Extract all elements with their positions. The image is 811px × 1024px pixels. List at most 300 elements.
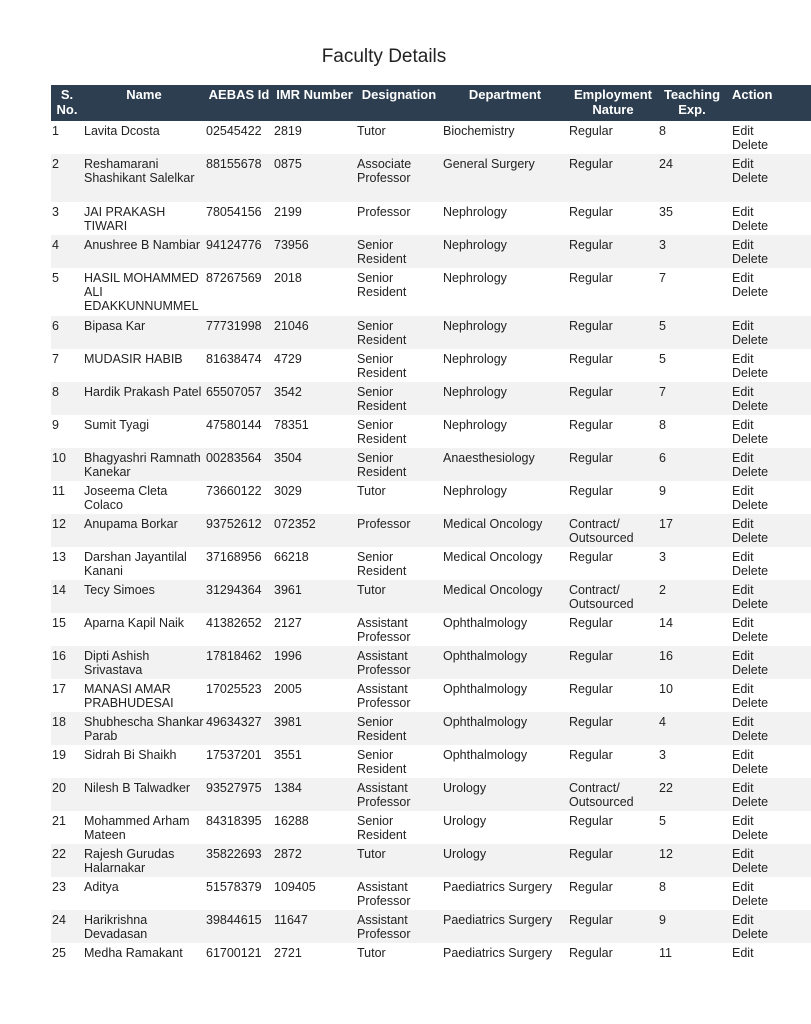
delete-link[interactable]: Delete [732, 252, 769, 266]
col-header-aebas-id: AEBAS Id [205, 85, 273, 121]
cell-employment-nature: Regular [569, 550, 613, 564]
cell-aebas-id: 49634327 [205, 712, 273, 745]
edit-link[interactable]: Edit [732, 319, 754, 333]
cell-designation: Senior Resident [357, 271, 407, 299]
cell-teaching-exp: 16 [658, 646, 726, 679]
cell-teaching-exp: 5 [659, 814, 666, 828]
cell-aebas-id: 17818462 [205, 646, 273, 679]
cell-designation: Assistant Professor [357, 682, 411, 710]
cell-aebas-id: 61700121 [206, 946, 262, 960]
cell-imr-number: 66218 [274, 550, 309, 564]
cell-name: Sidrah Bi Shaikh [84, 748, 177, 762]
edit-link[interactable]: Edit [732, 946, 754, 960]
cell-sno: 14 [51, 580, 83, 613]
table-row [51, 481, 811, 514]
cell-designation: Senior Resident [356, 235, 442, 268]
edit-link[interactable]: Edit [732, 847, 754, 861]
cell-imr-number: 2819 [274, 124, 302, 138]
edit-link[interactable]: Edit [732, 205, 754, 219]
cell-name: Bhagyashri Ramnath Kanekar [83, 448, 205, 481]
cell-aebas-id: 17537201 [206, 748, 262, 762]
cell-action [726, 877, 811, 910]
table-row [51, 943, 811, 976]
cell-name: Anushree B Nambiar [83, 235, 205, 268]
edit-link[interactable]: Edit [732, 649, 754, 663]
delete-link[interactable]: Delete [732, 597, 769, 611]
cell-name: Anupama Borkar [83, 514, 205, 547]
cell-sno: 10 [51, 448, 83, 481]
cell-employment-nature: Regular [568, 910, 658, 943]
delete-link[interactable]: Delete [732, 663, 769, 677]
cell-department: Nephrology [443, 205, 507, 219]
cell-imr-number: 1384 [273, 778, 356, 811]
cell-teaching-exp: 14 [659, 616, 673, 630]
cell-employment-nature: Contract/ Outsourced [568, 778, 658, 811]
delete-link[interactable]: Delete [732, 630, 769, 644]
cell-action [726, 235, 811, 268]
cell-action [726, 481, 811, 514]
edit-link[interactable]: Edit [732, 814, 754, 828]
cell-designation: Assistant Professor [356, 910, 442, 943]
table-row [51, 547, 811, 580]
cell-teaching-exp: 17 [658, 514, 726, 547]
table-row [51, 844, 811, 877]
cell-action [726, 154, 811, 202]
table-row [51, 877, 811, 910]
cell-sno: 17 [52, 682, 66, 696]
cell-designation: Senior Resident [357, 418, 407, 446]
cell-employment-nature: Regular [569, 124, 613, 138]
table-row [51, 316, 811, 349]
cell-department: Paediatrics Surgery [442, 910, 568, 943]
cell-aebas-id: 37168956 [206, 550, 262, 564]
cell-designation: Assistant Professor [356, 778, 442, 811]
delete-link[interactable]: Delete [732, 465, 769, 479]
cell-name: Hardik Prakash Patel [83, 382, 205, 415]
table-row [51, 235, 811, 268]
edit-link[interactable]: Edit [732, 616, 754, 630]
cell-sno: 13 [52, 550, 66, 564]
cell-aebas-id: 39844615 [205, 910, 273, 943]
cell-employment-nature: Regular [569, 814, 613, 828]
delete-link[interactable]: Delete [732, 861, 769, 875]
delete-link[interactable]: Delete [732, 171, 769, 185]
cell-imr-number: 11647 [273, 910, 356, 943]
cell-teaching-exp: 7 [658, 382, 726, 415]
edit-link[interactable]: Edit [732, 880, 754, 894]
delete-link[interactable]: Delete [732, 366, 769, 380]
cell-imr-number: 0875 [273, 154, 356, 202]
cell-name: Nilesh B Talwadker [83, 778, 205, 811]
cell-department: Ophthalmology [443, 616, 528, 630]
cell-imr-number: 2005 [274, 682, 302, 696]
edit-link[interactable]: Edit [732, 748, 754, 762]
cell-imr-number: 109405 [274, 880, 316, 894]
cell-action [726, 679, 811, 712]
table-row [51, 121, 811, 154]
cell-sno: 5 [52, 271, 59, 285]
cell-teaching-exp: 8 [659, 418, 666, 432]
cell-employment-nature: Regular [568, 316, 658, 349]
delete-link[interactable]: Delete [732, 762, 769, 776]
cell-name: MUDASIR HABIB [84, 352, 183, 366]
cell-department: Nephrology [443, 418, 507, 432]
cell-department: Nephrology [442, 235, 568, 268]
cell-imr-number: 21046 [273, 316, 356, 349]
cell-aebas-id: 81638474 [206, 352, 262, 366]
cell-action [726, 268, 811, 316]
edit-link[interactable]: Edit [732, 157, 754, 171]
cell-imr-number: 3961 [273, 580, 356, 613]
cell-action [726, 448, 811, 481]
cell-imr-number: 2199 [274, 205, 302, 219]
cell-action [726, 712, 811, 745]
cell-department: Nephrology [442, 316, 568, 349]
delete-link[interactable]: Delete [732, 828, 769, 842]
delete-link[interactable]: Delete [732, 696, 769, 710]
delete-link[interactable]: Delete [732, 498, 769, 512]
table-row [51, 580, 811, 613]
cell-designation: Senior Resident [356, 712, 442, 745]
cell-teaching-exp: 10 [659, 682, 673, 696]
table-row [51, 415, 811, 448]
cell-action [726, 121, 811, 154]
cell-action [726, 349, 811, 382]
cell-teaching-exp: 3 [659, 550, 666, 564]
cell-teaching-exp: 9 [659, 484, 666, 498]
cell-designation: Tutor [356, 844, 442, 877]
cell-aebas-id: 87267569 [206, 271, 262, 285]
cell-designation: Tutor [356, 580, 442, 613]
cell-teaching-exp: 35 [659, 205, 673, 219]
edit-link[interactable]: Edit [732, 451, 754, 465]
cell-action [726, 943, 811, 976]
page-title: Faculty Details [321, 46, 447, 67]
cell-teaching-exp: 3 [658, 235, 726, 268]
col-header-department: Department [442, 85, 568, 121]
cell-employment-nature: Regular [569, 352, 613, 366]
edit-link[interactable]: Edit [732, 517, 754, 531]
cell-department: Urology [442, 844, 568, 877]
cell-sno: 24 [51, 910, 83, 943]
cell-imr-number: 16288 [274, 814, 309, 828]
delete-link[interactable]: Delete [732, 285, 769, 299]
cell-aebas-id: 41382652 [206, 616, 262, 630]
cell-name: Darshan Jayantilal Kanani [84, 550, 187, 578]
cell-employment-nature: Regular [569, 946, 613, 960]
cell-name: Harikrishna Devadasan [83, 910, 205, 943]
table-row [51, 349, 811, 382]
cell-imr-number: 1996 [273, 646, 356, 679]
cell-name: Lavita Dcosta [84, 124, 160, 138]
table-row [51, 202, 811, 235]
cell-action [726, 415, 811, 448]
cell-aebas-id: 02545422 [206, 124, 262, 138]
cell-teaching-exp: 4 [658, 712, 726, 745]
cell-teaching-exp: 7 [659, 271, 666, 285]
cell-sno: 23 [52, 880, 66, 894]
cell-aebas-id: 51578379 [206, 880, 262, 894]
cell-sno: 8 [51, 382, 83, 415]
cell-designation: Senior Resident [357, 550, 407, 578]
cell-imr-number: 3504 [273, 448, 356, 481]
cell-aebas-id: 78054156 [206, 205, 262, 219]
cell-action [726, 382, 811, 415]
table-row [51, 613, 811, 646]
cell-department: Nephrology [443, 271, 507, 285]
cell-action [726, 202, 811, 235]
cell-teaching-exp: 6 [658, 448, 726, 481]
cell-designation: Assistant Professor [357, 880, 411, 908]
cell-teaching-exp: 9 [658, 910, 726, 943]
cell-designation: Tutor [357, 124, 386, 138]
cell-designation: Senior Resident [356, 448, 442, 481]
cell-designation: Professor [357, 205, 411, 219]
cell-name: Mohammed Arham Mateen [84, 814, 190, 842]
table-body [51, 121, 811, 976]
cell-designation: Senior Resident [357, 352, 407, 380]
cell-teaching-exp: 24 [658, 154, 726, 202]
cell-department: Urology [442, 778, 568, 811]
edit-link[interactable]: Edit [732, 781, 754, 795]
cell-teaching-exp: 8 [659, 124, 666, 138]
cell-imr-number: 4729 [274, 352, 302, 366]
edit-link[interactable]: Edit [732, 124, 754, 138]
cell-action [726, 316, 811, 349]
edit-link[interactable]: Edit [732, 352, 754, 366]
col-header-teaching-exp: Teaching Exp. [658, 85, 726, 121]
cell-employment-nature: Contract/ Outsourced [568, 514, 658, 547]
cell-department: Paediatrics Surgery [443, 946, 553, 960]
cell-sno: 6 [51, 316, 83, 349]
delete-link[interactable]: Delete [732, 432, 769, 446]
cell-name: Reshamarani Shashikant Salelkar [83, 154, 205, 202]
table-row [51, 268, 811, 316]
cell-designation: Senior Resident [357, 814, 407, 842]
cell-sno: 7 [52, 352, 59, 366]
col-header-sno: S. No. [51, 85, 83, 121]
delete-link[interactable]: Delete [732, 927, 769, 941]
cell-aebas-id: 00283564 [205, 448, 273, 481]
edit-link[interactable]: Edit [732, 238, 754, 252]
cell-aebas-id: 31294364 [205, 580, 273, 613]
cell-designation: Tutor [357, 484, 386, 498]
cell-aebas-id: 47580144 [206, 418, 262, 432]
cell-name: Sumit Tyagi [84, 418, 150, 432]
cell-teaching-exp: 3 [659, 748, 666, 762]
cell-action [726, 613, 811, 646]
edit-link[interactable]: Edit [732, 550, 754, 564]
cell-employment-nature: Regular [568, 154, 658, 202]
cell-aebas-id: 93752612 [205, 514, 273, 547]
cell-aebas-id: 17025523 [206, 682, 262, 696]
cell-employment-nature: Regular [569, 682, 613, 696]
cell-sno: 1 [52, 124, 59, 138]
cell-employment-nature: Regular [568, 646, 658, 679]
cell-action [726, 580, 811, 613]
table-row [51, 778, 811, 811]
cell-imr-number: 2127 [274, 616, 302, 630]
cell-department: Nephrology [443, 352, 507, 366]
cell-imr-number: 3551 [274, 748, 302, 762]
cell-employment-nature: Regular [569, 418, 613, 432]
cell-designation: Senior Resident [356, 316, 442, 349]
edit-link[interactable]: Edit [732, 271, 754, 285]
table-row [51, 448, 811, 481]
cell-action [726, 745, 811, 778]
cell-name: Joseema Cleta Colaco [84, 484, 168, 512]
cell-employment-nature: Regular [569, 616, 613, 630]
cell-employment-nature: Regular [568, 235, 658, 268]
edit-link[interactable]: Edit [732, 418, 754, 432]
table-row [51, 154, 811, 202]
cell-employment-nature: Contract/ Outsourced [568, 580, 658, 613]
cell-department: Ophthalmology [442, 712, 568, 745]
cell-imr-number: 072352 [273, 514, 356, 547]
cell-aebas-id: 65507057 [205, 382, 273, 415]
cell-aebas-id: 73660122 [206, 484, 262, 498]
delete-link[interactable]: Delete [732, 795, 769, 809]
col-header-designation: Designation [356, 85, 442, 121]
cell-aebas-id: 94124776 [205, 235, 273, 268]
cell-imr-number: 3029 [274, 484, 302, 498]
delete-link[interactable]: Delete [732, 219, 769, 233]
delete-link[interactable]: Delete [732, 138, 769, 152]
cell-department: General Surgery [442, 154, 568, 202]
cell-employment-nature: Regular [568, 448, 658, 481]
delete-link[interactable]: Delete [732, 564, 769, 578]
edit-link[interactable]: Edit [732, 715, 754, 729]
cell-action [726, 547, 811, 580]
table-row [51, 646, 811, 679]
cell-imr-number: 73956 [273, 235, 356, 268]
cell-designation: Senior Resident [357, 748, 407, 776]
cell-department: Ophthalmology [442, 646, 568, 679]
cell-employment-nature: Regular [569, 271, 613, 285]
cell-name: Aparna Kapil Naik [84, 616, 185, 630]
cell-aebas-id: 88155678 [205, 154, 273, 202]
edit-link[interactable]: Edit [732, 913, 754, 927]
table-row [51, 712, 811, 745]
faculty-table-container [51, 85, 773, 976]
cell-department: Paediatrics Surgery [443, 880, 553, 894]
cell-aebas-id: 35822693 [205, 844, 273, 877]
cell-aebas-id: 77731998 [205, 316, 273, 349]
table-row [51, 514, 811, 547]
delete-link[interactable]: Delete [732, 333, 769, 347]
cell-name: JAI PRAKASH TIWARI [84, 205, 166, 233]
cell-name: HASIL MOHAMMED ALI EDAKKUNNUMMEL [84, 271, 199, 313]
cell-aebas-id: 84318395 [206, 814, 262, 828]
cell-teaching-exp: 11 [659, 946, 672, 960]
table-header-row [51, 85, 811, 121]
cell-sno: 11 [52, 484, 65, 498]
cell-sno: 16 [51, 646, 83, 679]
col-header-name: Name [83, 85, 205, 121]
cell-name: MANASI AMAR PRABHUDESAI [84, 682, 174, 710]
cell-name: Tecy Simoes [83, 580, 205, 613]
edit-link[interactable]: Edit [732, 385, 754, 399]
cell-aebas-id: 93527975 [205, 778, 273, 811]
cell-employment-nature: Regular [568, 712, 658, 745]
col-header-employment-nature: Employment Nature [568, 85, 658, 121]
cell-action [726, 778, 811, 811]
cell-imr-number: 3981 [273, 712, 356, 745]
cell-action [726, 910, 811, 943]
cell-designation: Assistant Professor [357, 616, 411, 644]
cell-department: Ophthalmology [443, 682, 528, 696]
cell-employment-nature: Regular [569, 205, 613, 219]
delete-link[interactable]: Delete [732, 531, 769, 545]
cell-department: Nephrology [443, 484, 507, 498]
cell-imr-number: 78351 [274, 418, 309, 432]
table-row [51, 679, 811, 712]
cell-department: Medical Oncology [443, 550, 543, 564]
cell-sno: 3 [52, 205, 59, 219]
edit-link[interactable]: Edit [732, 682, 754, 696]
cell-name: Aditya [84, 880, 119, 894]
delete-link[interactable]: Delete [732, 894, 769, 908]
cell-action [726, 646, 811, 679]
delete-link[interactable]: Delete [732, 399, 769, 413]
table-row [51, 745, 811, 778]
cell-sno: 12 [51, 514, 83, 547]
edit-link[interactable]: Edit [732, 484, 754, 498]
cell-imr-number: 2721 [274, 946, 302, 960]
cell-designation: Professor [356, 514, 442, 547]
cell-designation: Senior Resident [356, 382, 442, 415]
cell-department: Medical Oncology [442, 514, 568, 547]
cell-department: Nephrology [442, 382, 568, 415]
cell-employment-nature: Regular [568, 382, 658, 415]
cell-name: Bipasa Kar [83, 316, 205, 349]
cell-designation: Associate Professor [356, 154, 442, 202]
cell-name: Shubhescha Shankar Parab [83, 712, 205, 745]
cell-department: Anaesthesiology [442, 448, 568, 481]
cell-action [726, 844, 811, 877]
cell-department: Medical Oncology [442, 580, 568, 613]
cell-teaching-exp: 5 [659, 352, 666, 366]
cell-employment-nature: Regular [569, 880, 613, 894]
table-row [51, 382, 811, 415]
cell-sno: 20 [51, 778, 83, 811]
cell-teaching-exp: 5 [658, 316, 726, 349]
cell-designation: Tutor [357, 946, 386, 960]
cell-employment-nature: Regular [569, 748, 613, 762]
cell-imr-number: 2018 [274, 271, 302, 285]
cell-department: Biochemistry [443, 124, 515, 138]
cell-imr-number: 3542 [273, 382, 356, 415]
cell-sno: 2 [51, 154, 83, 202]
cell-sno: 9 [52, 418, 59, 432]
cell-teaching-exp: 2 [658, 580, 726, 613]
table-row [51, 811, 811, 844]
col-header-action: Action [726, 85, 811, 121]
cell-sno: 18 [51, 712, 83, 745]
cell-sno: 4 [51, 235, 83, 268]
cell-teaching-exp: 8 [659, 880, 666, 894]
cell-name: Medha Ramakant [84, 946, 183, 960]
cell-sno: 15 [52, 616, 66, 630]
cell-employment-nature: Regular [569, 484, 613, 498]
delete-link[interactable]: Delete [732, 729, 769, 743]
cell-imr-number: 2872 [273, 844, 356, 877]
cell-sno: 25 [52, 946, 66, 960]
cell-designation: Assistant Professor [356, 646, 442, 679]
cell-sno: 19 [52, 748, 66, 762]
edit-link[interactable]: Edit [732, 583, 754, 597]
faculty-table [51, 85, 811, 976]
